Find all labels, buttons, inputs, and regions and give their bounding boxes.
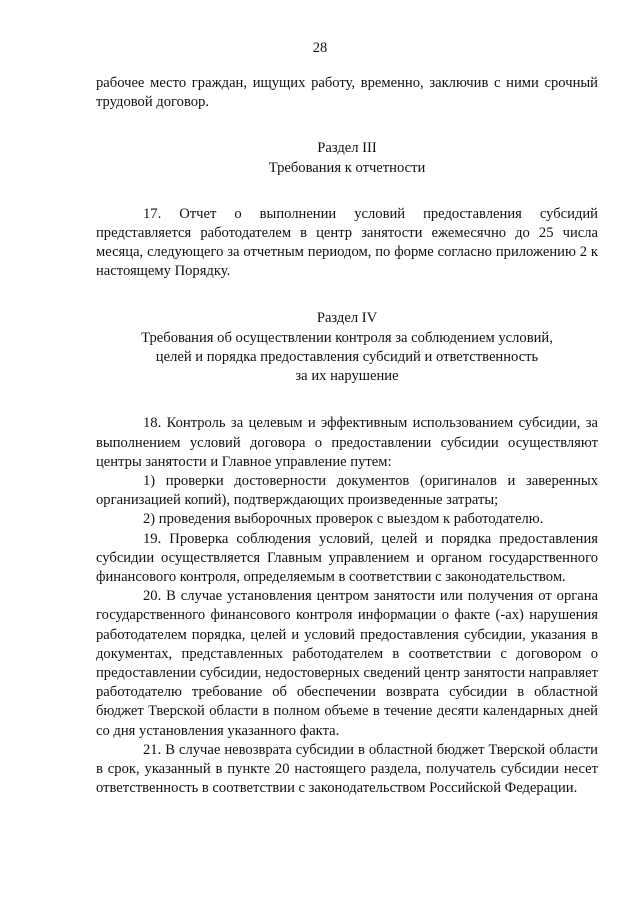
intro-paragraph: рабочее место граждан, ищущих работу, временно, заключив с ними срочный трудовой договор.: [96, 75, 598, 111]
section-3-heading: [96, 139, 598, 177]
paragraph-21: 21. В случае невозврата субсидии в областной бюджет Тверской области в срок, указанный в пункте 20 настоящего раздела, получатель субсидии несет ответственность в соответствии с законодательством Российской Федерации.: [96, 741, 598, 797]
section-3-title: Требования к отчетности: [268, 159, 426, 176]
section-4-title-line-2: целей и порядка предоставления субсидий и ответственность: [155, 349, 539, 366]
paragraph-18: 18. Контроль за целевым и эффективным использованием субсидии, за выполнением условий договора о предоставлении субсидии осуществляют центры занятости и Главное управление путем:: [96, 415, 598, 470]
paragraph-18-item-2: 2) проведения выборочных проверок с выездом к работодателю.: [143, 511, 544, 528]
section-4-label: Раздел IV: [316, 309, 378, 326]
page-content: [96, 74, 598, 799]
section-4-heading: [96, 309, 598, 387]
section-3-label: Раздел III: [317, 140, 377, 157]
section-4-title-line-1: Требования об осуществлении контроля за соблюдением условий,: [141, 329, 553, 346]
section-4-title-line-3: за их нарушение: [295, 368, 399, 385]
paragraph-17: 17. Отчет о выполнении условий предоставления субсидий представляется работодателем в центр занятости ежемесячно до 25 числа месяца, следующего за отчетным периодом, по форме согласно приложению 2 к настоящему Порядку.: [96, 205, 598, 280]
paragraph-20: 20. В случае установления центром занятости или получения от органа государственного финансового контроля информации о факте (-ах) нарушения работодателем порядка, целей и условий предоставления субсидии, указания в документах, представленных работодателем в соответствии с договором о предоставлении субсидии, недостоверных сведений центр занятости направляет работодателю требование об обеспечении возврата субсидии в областной бюджет Тверской области в полном объеме в течение десяти календарных дней со дня установления указанного факта.: [96, 588, 598, 739]
paragraph-18-item-1: 1) проверки достоверности документов (оригиналов и заверенных организацией копий), подтверждающих произведенные затраты;: [96, 473, 598, 509]
page-number: 28: [312, 40, 328, 56]
paragraph-19: 19. Проверка соблюдения условий, целей и порядка предоставления субсидии осуществляется Главным управлением и органом государственного финансового контроля, определяемым в соответствии с законодательством.: [96, 530, 598, 586]
